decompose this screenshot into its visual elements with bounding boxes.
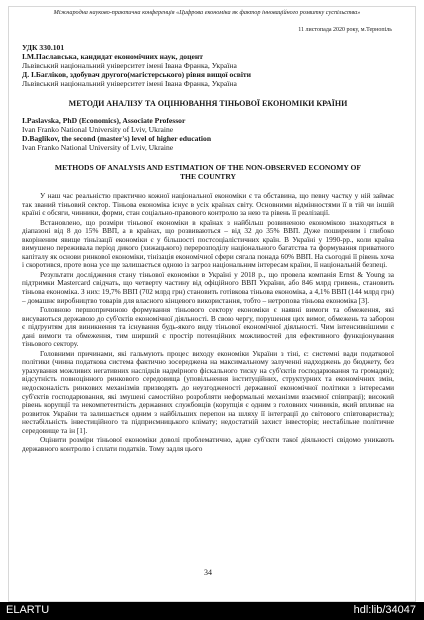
paragraph: Головною першопричиною формування тіньового сектору економіки є наявні вимоги та обмеження, які висуваються державою до суб'єктів економічної діяльності. В свою чергу, порушення цих вимог, обмежень та заборон є підґрунтям для виникнення та існування будь-якого виду тіньової економічної діяльності. Чим інтенсивнішими є дані вимоги та обмеження, тим ширший є простір потенційних можливостей для ефективного функціонування тіньового сектору. <box>22 305 394 349</box>
paragraph: Встановлено, що розміри тіньової економіки в країнах з найбільш розвиненою економікою знаходяться в діапазоні від 8 до 15% ВВП, а в країнах, що розвиваються – від 32 до 35% ВВП. Дуже поширеним і глибоко вкоріненим явище тіньізації економіки є у більшості постсоціалістичних країн. В Україні у 1990-рр., коли країна вимушено переживала період дикого (хижацького) перерозподілу національного багатства та формування приватного капіталу як основи ринкової економіки, тінізація економічної сфери сягала понада 60% ВВП. На сьогодні її рівень хоча і скоротився, проте вона усе ще залишається одною із загроз національним інтересам країни, її національній безпеці. <box>22 217 394 270</box>
article-body <box>22 192 394 454</box>
author-2-en: D.Baglikov, the second (master's) level of higher education <box>22 134 212 143</box>
title-en: METHODS OF ANALYSIS AND ESTIMATION OF THE NON-OBSERVED ECONOMY OF THE COUNTRY <box>54 163 362 181</box>
footer-repository-name: ELARTU <box>6 604 50 616</box>
footer-bar <box>0 602 424 620</box>
title-ua: МЕТОДИ АНАЛІЗУ ТА ОЦІНЮВАННЯ ТІНЬОВОЇ ЕКОНОМІКИ КРАЇНИ <box>68 99 348 108</box>
paragraph: Оцінити розміри тіньової економіки доволі проблематично, адже суб'єкти такої діяльності свідомо уникають державного контролю і сплати податків. Тому задля цього <box>22 435 394 453</box>
author-2-ua-affiliation: Львівський національний університет імені Івана Франка, Україна <box>22 79 237 88</box>
udc-code: УДК 330.101 <box>22 43 65 52</box>
conference-date: 11 листопада 2020 року, м.Тернопіль <box>298 27 392 33</box>
paragraph: Головними причинами, які гальмують процес виходу економіки України з тіні, є: системні вади податкової політики (чинна податкова система фактично зосереджена на максимальному залученні надходжень до бюджету, без урахування можливих негативних наслідків надмірного фіскального тиску на суб'єктів господарювання та громадян); відсутність повноцінного ринкового середовища (уповільнення інституційних, структурних та економічних змін, недосконалість ринкових механізмів призводять до неузгодженості державної економічної політики з інтересами суб'єктів господарювання, які змушені самостійно розробляти неформальні механізми взаємної співпраці); високий рівень корупції та некомпетентність державних службовців (корупція є одним з головних чинників, який впливає на розвиток України та залишається одним з найбільших перепон на шляху її інтеграції до світового співтовариства); нестабільність інвестиційного та підприємницького клімату; недостатній захист інвесторів; нестабільне політичне середовище та ін [1]. <box>22 348 394 435</box>
paragraph: Результати дослідження стану тіньової економіки в Україні у 2018 р., що провела компанія Ernst & Young за підтримки Mastercard свідчать, що четверту частину від офіційного ВВП України, або 846 млрд гривень, становить тіньова економіка. З них: 19,7% ВВП (702 млрд грн) становить готівкова тіньова економіка, а 4,1% ВВП (144 млрд грн) – домашнє виробництво товарів для власного кінцевого використання, тобто – нетропова тіньова економіка [3]. <box>22 269 394 305</box>
paragraph: У наш час реальністю практично кожної національної економіки є та обставина, що певну частку у ній займає так званий тіньовий сектор. Тіньова економіка існує в усіх країнах світу. Основними відмінностями її в тій чи іншій країні є обсяги, чинники, форми, стан соціально-правового контролю за нею та рівень її реалізації. <box>22 191 394 218</box>
author-2-en-affiliation: Ivan Franko National University of Lviv, Ukraine <box>22 143 174 152</box>
author-2-ua: Д. І.Багліков, здобувач другого(магістерського) рівня вищої освіти <box>22 70 252 79</box>
author-1-ua: І.М.Паславська, кандидат економічних наук, доцент <box>22 52 203 61</box>
page-number: 34 <box>204 568 212 577</box>
author-1-ua-affiliation: Львівський національний університет імені Івана Франка, Україна <box>22 61 237 70</box>
conference-header: Міжнародна науково-практична конференція «Цифрова економіка як фактор інноваційного розвитку суспільства» <box>53 9 361 16</box>
author-1-en-affiliation: Ivan Franko National University of Lviv, Ukraine <box>22 125 174 134</box>
author-1-en: I.Paslavska, PhD (Economics), Associate Professor <box>22 116 186 125</box>
footer-handle-link[interactable]: hdl:lib/34047 <box>353 604 416 616</box>
